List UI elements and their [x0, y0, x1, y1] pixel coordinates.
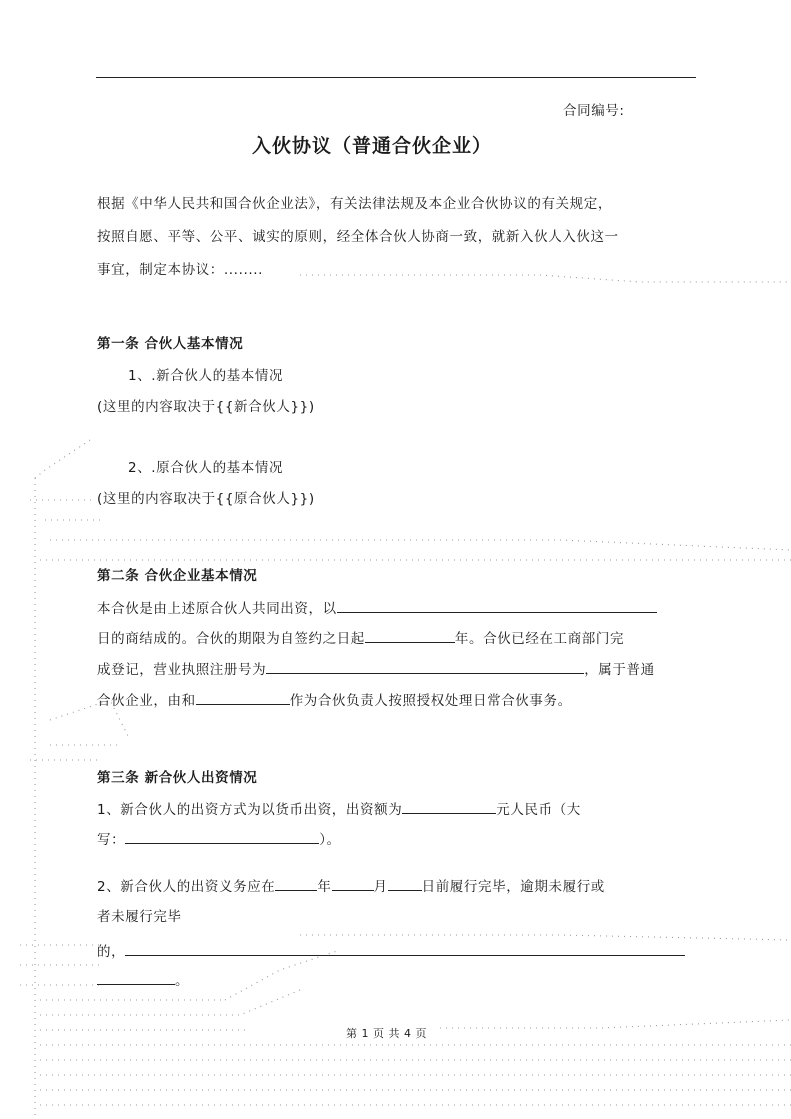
- day-blank[interactable]: [388, 875, 422, 891]
- article3-p2-text-f: 的，: [97, 944, 126, 960]
- article3-p2-text-g: 。: [175, 973, 190, 989]
- article1-heading: 第一条 合伙人基本情况: [97, 336, 244, 352]
- article2-line2-text-a: 日的商结成的。合伙的期限为自签约之日起: [97, 631, 365, 647]
- article1-note1: (这里的内容取决于{{新合伙人}}): [97, 399, 315, 415]
- article2-line4-text-a: 合伙企业，由和: [97, 693, 196, 709]
- year-blank[interactable]: [275, 875, 317, 891]
- article3-p2-text-c: 月: [373, 879, 388, 895]
- article1-item2: 2、.原合伙人的基本情况: [128, 460, 284, 476]
- article1-note2: (这里的内容取决于{{原合伙人}}): [97, 491, 315, 507]
- article3-p1-text-b: 元人民币（大: [496, 802, 581, 818]
- article2-line1: [97, 597, 657, 617]
- article3-para2-line1: [97, 875, 605, 895]
- header-rule: [96, 77, 696, 78]
- article2-line3: [97, 658, 655, 678]
- article3-p2-text-d: 日前履行完毕，逾期未履行或: [421, 879, 605, 895]
- month-blank[interactable]: [332, 875, 374, 891]
- term-years-blank[interactable]: [365, 627, 455, 643]
- article2-line2-text-b: 年。合伙已经在工商部门完: [454, 631, 625, 647]
- managing-partner-blank[interactable]: [196, 689, 290, 705]
- article3-para2-line2: 者未履行完毕: [97, 909, 182, 925]
- contract-number-label: 合同编号:: [563, 103, 625, 119]
- article2-line3-text-a: 成登记，营业执照注册号为: [97, 662, 267, 678]
- article3-para2-line4: [97, 969, 189, 989]
- article1-item1: 1、.新合伙人的基本情况: [128, 368, 284, 384]
- article3-p1-text-d: ）。: [319, 832, 341, 848]
- article3-para1-line2: [97, 828, 341, 848]
- document-title: 入伙协议（普通合伙企业）: [252, 135, 493, 157]
- article2-line3-text-b: ，属于普通: [584, 662, 655, 678]
- article3-p1-text-a: 1、新合伙人的出资方式为以货币出资，出资额为: [97, 802, 403, 818]
- registration-number-blank[interactable]: [266, 658, 584, 674]
- page-number: 第 1 页 共 4 页: [346, 1027, 427, 1040]
- intro-line-2: 按照自愿、平等、公平、诚实的原则，经全体合伙人协商一致，就新入伙人入伙这一: [97, 229, 619, 245]
- contribution-amount-blank[interactable]: [402, 798, 496, 814]
- amount-in-words-blank[interactable]: [125, 828, 319, 844]
- article3-p1-text-c: 写：: [97, 832, 126, 848]
- article3-para1-line1: [97, 798, 581, 818]
- article3-p2-text-b: 年: [317, 879, 332, 895]
- article3-heading: 第三条 新合伙人出资情况: [97, 770, 258, 786]
- article2-line4-text-b: 作为合伙负责人按照授权处理日常合伙事务。: [289, 693, 572, 709]
- article2-line1-text: 本合伙是由上述原合伙人共同出资，以: [97, 601, 337, 617]
- article2-line4: [97, 689, 572, 709]
- article3-p2-text-a: 2、新合伙人的出资义务应在: [97, 879, 276, 895]
- article2-heading: 第二条 合伙企业基本情况: [97, 568, 258, 584]
- breach-consequence-blank-2[interactable]: [97, 969, 175, 985]
- intro-line-3: 事宜，制定本协议：........: [97, 262, 264, 278]
- intro-line-1: 根据《中华人民共和国合伙企业法》，有关法律法规及本企业合伙协议的有关规定，: [97, 196, 612, 212]
- breach-consequence-blank[interactable]: [125, 940, 685, 956]
- article2-line2: [97, 627, 624, 647]
- article3-para2-line3: [97, 940, 685, 960]
- capital-blank[interactable]: [337, 597, 657, 613]
